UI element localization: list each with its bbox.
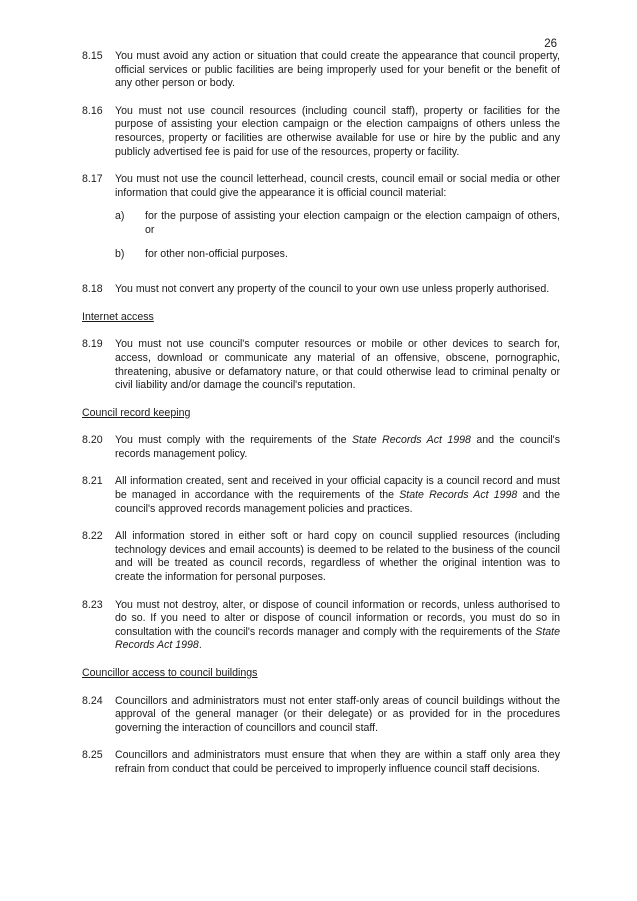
- clause-text: You must not use council resources (including council staff), property or facilities for the purpose of assisting your election campaign or the election campaigns of others unless the resources, property or facilities are otherwise available for use or hire by the public and any publicly advertised fee is paid for use of the resources, property or facility.: [115, 104, 560, 158]
- sub-item-text: for other non-official purposes.: [145, 247, 288, 260]
- clause-text: [115, 475, 560, 516]
- section-heading-record-keeping: Council record keeping: [82, 406, 191, 419]
- clause-8-19: [82, 338, 560, 392]
- clause-8-25: [82, 749, 560, 776]
- clause-text: You must not convert any property of the council to your own use unless properly authorised.: [115, 283, 550, 296]
- clause-number: 8.18: [82, 283, 103, 296]
- text-segment: All information created, sent and received in your official capacity is a council record and must be managed in accordance with the requirements of the: [115, 475, 560, 502]
- act-title: State Records Act 1998: [115, 625, 560, 652]
- clause-text: [115, 434, 560, 461]
- clause-number: 8.20: [82, 434, 103, 447]
- clause-text: Councillors and administrators must ensure that when they are within a staff only area they refrain from conduct that could be perceived to improperly influence council staff decisions.: [115, 749, 560, 775]
- clause-8-22: [82, 530, 560, 584]
- clause-8-15: [82, 50, 560, 91]
- clause-number: 8.19: [82, 338, 103, 351]
- clause-number: 8.24: [82, 694, 103, 707]
- act-title: State Records Act 1998: [351, 434, 471, 447]
- clause-text: You must not use the council letterhead, council crests, council email or social media or other information that could give the appearance it is official council material:: [115, 173, 560, 199]
- clause-8-20: [82, 434, 560, 461]
- section-heading-council-buildings: Councillor access to council buildings: [82, 667, 258, 679]
- text-segment: and the council's records management policy.: [115, 434, 560, 460]
- clause-number: 8.16: [82, 104, 103, 117]
- clause-number: 8.21: [82, 475, 103, 488]
- page-number: 26: [544, 38, 557, 50]
- clause-8-17: [82, 173, 560, 269]
- text-segment: You must comply with the requirements of the: [115, 434, 352, 447]
- sub-item-b: [115, 248, 560, 262]
- clause-text: You must not use council's computer resources or mobile or other devices to search for, access, download or communicate any material of an offensive, obscene, pornographic, threatening, abusive or defamatory nature, or that could otherwise lead to criminal penalty or civil liability and/or damage the council's reputation.: [115, 338, 560, 392]
- clause-8-23: [82, 599, 560, 653]
- text-segment: .: [198, 639, 202, 652]
- clause-text: Councillors and administrators must not enter staff-only areas of council buildings without the approval of the general manager (or their delegate) or as provided for in the procedures governing the interaction of councillors and council staff.: [115, 694, 560, 734]
- clause-8-24: [82, 695, 560, 736]
- section-heading-internet-access: Internet access: [82, 310, 154, 323]
- clause-number: 8.15: [82, 50, 103, 62]
- clause-8-18: [82, 283, 560, 297]
- text-segment: You must not destroy, alter, or dispose of council information or records, unless authorised to do so. If you need to alter or dispose of council information or records, you must do so in consultation with the council's records manager and comply with the requirements of the: [115, 598, 560, 638]
- sub-item-a: [115, 210, 560, 237]
- clause-number: 8.22: [82, 530, 103, 543]
- clause-text: [115, 599, 560, 653]
- clause-number: 8.25: [82, 749, 103, 762]
- clause-body: [115, 173, 560, 269]
- clause-number: 8.23: [82, 598, 103, 611]
- clause-8-21: [82, 475, 560, 516]
- sub-item-label: b): [115, 247, 125, 260]
- clause-8-16: [82, 105, 560, 159]
- sub-item-label: a): [115, 210, 125, 223]
- clause-number: 8.17: [82, 173, 103, 186]
- text-segment: and the council's approved records management policies and practices.: [115, 489, 560, 515]
- clause-text: All information stored in either soft or hard copy on council supplied resources (including technology devices and email accounts) is deemed to be related to the business of the council and will be treated as council records, regardless of whether the original intention was to create the information for personal purposes.: [115, 530, 560, 584]
- sub-item-text: for the purpose of assisting your election campaign or the election campaign of others, or: [145, 210, 560, 236]
- act-title: State Records Act 1998: [399, 489, 518, 502]
- document-body: [82, 50, 560, 791]
- clause-text: You must avoid any action or situation that could create the appearance that council property, official services or public facilities are being improperly used for your benefit or the benefit of any other person or body.: [115, 50, 560, 90]
